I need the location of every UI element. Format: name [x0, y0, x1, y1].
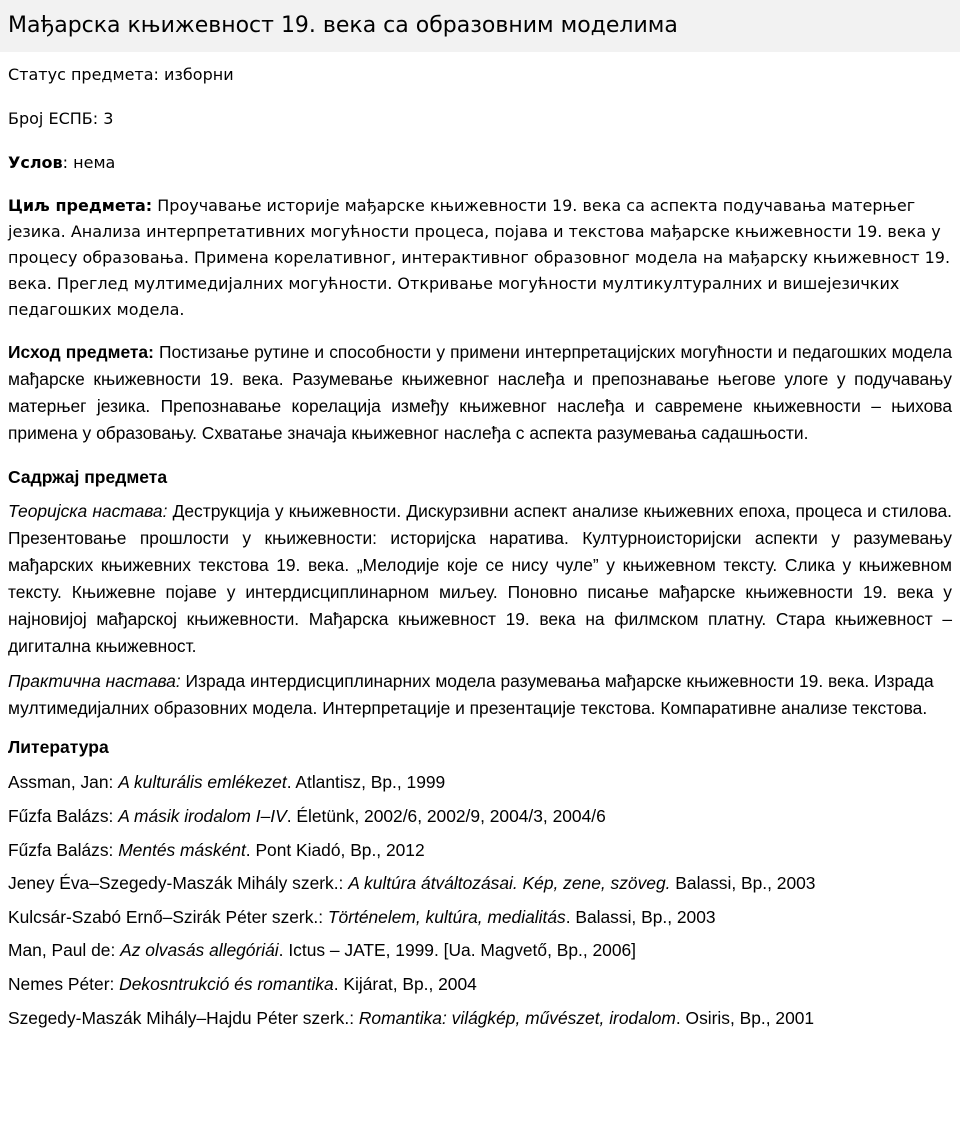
literature-publication: . Ictus – JATE, 1999. [Ua. Magvető, Bp., 2006]	[278, 940, 637, 961]
literature-list	[8, 766, 952, 1035]
course-status	[8, 62, 952, 88]
literature-publication: . Osiris, Bp., 2001	[675, 1007, 815, 1028]
literature-author: Jeney Éva–Szegedy-Maszák Mihály szerk.:	[8, 873, 349, 894]
prerequisite	[8, 150, 952, 176]
literature-publication: . Életünk, 2002/6, 2002/9, 2004/3, 2004/6	[286, 805, 606, 826]
course-goal-text: Проучавање историје мађарске књижевности 19. века са аспекта подучавања матерњег језика. Анализа интерпретативних могућности процеса, појава и текстова мађарске књижевности 19. века у процесу образовања. Примена корелативног, интерактивног образовног модела на мађарску књижевност 19. века. Преглед мултимедијалних могућности. Откривање могућности мултикултуралних и вишејезичких педагошких модела.	[8, 196, 951, 319]
literature-title: Dekosntrukció és romantika	[119, 973, 334, 994]
page-title-text: Мађарска књижевност 19. века са образовним моделима	[8, 13, 678, 38]
prerequisite-value: : нема	[62, 153, 116, 172]
literature-item	[8, 901, 952, 935]
literature-item	[8, 867, 952, 901]
document-body	[0, 62, 960, 1035]
practice-section	[8, 668, 952, 722]
literature-title: A kulturális emlékezet	[118, 772, 287, 793]
practice-text: Израда интердисциплинарних модела разумевања мађарске књижевности 19. века. Израда мултимедијалних образовних модела. Интерпретације и презентације текстова. Компаративне анализе текстова.	[8, 671, 934, 719]
literature-item	[8, 766, 952, 800]
course-outcome-label: Исход предмета:	[8, 342, 154, 362]
practice-label: Практична настава:	[8, 671, 181, 692]
literature-author: Man, Paul de:	[8, 940, 121, 961]
theory-text: Деструкција у књижевности. Дискурзивни аспект анализе књижевних епоха, процеса и стилова. Презентовање прошлости у књижевности: историјска наратива. Културноисторијски аспекти у разумевању мађарских књижевних текстова 19. века. „Мелодије које се нису чуле” у књижевном тексту. Слика у књижевном тексту. Књижевне појаве у интердисциплинарном миљеу. Поновно писање мађарске књижевности 19. века у најновијој мађарској књижевности. Мађарска књижевност 19. века на филмском платну. Стара књижевност – дигитална књижевност.	[8, 501, 952, 657]
page-title	[0, 0, 960, 52]
literature-publication: . Kijárat, Bp., 2004	[333, 973, 477, 994]
literature-title: Az olvasás allegóriái	[120, 940, 279, 961]
theory-section	[8, 498, 952, 660]
literature-item	[8, 934, 952, 968]
theory-label: Теоријска настава:	[8, 501, 168, 522]
literature-publication: . Pont Kiadó, Bp., 2012	[245, 839, 425, 860]
course-status-label: Статус предмета:	[8, 65, 159, 84]
literature-author: Kulcsár-Szabó Ernő–Szirák Péter szerk.:	[8, 906, 328, 927]
content-heading: Садржај предмета	[8, 467, 168, 488]
ects-credits	[8, 106, 952, 132]
literature-author: Szegedy-Maszák Mihály–Hajdu Péter szerk.:	[8, 1007, 359, 1028]
course-status-value: изборни	[158, 65, 234, 84]
literature-title: Történelem, kultúra, medialitás	[327, 906, 566, 927]
literature-item	[8, 800, 952, 834]
literature-author: Fűzfa Balázs:	[8, 805, 119, 826]
course-goal	[8, 193, 952, 323]
literature-title: Mentés másként	[118, 839, 246, 860]
course-goal-label: Циљ предмета:	[8, 196, 153, 215]
literature-item	[8, 968, 952, 1002]
literature-author: Fűzfa Balázs:	[8, 839, 119, 860]
prerequisite-label: Услов	[8, 153, 63, 172]
literature-publication: Balassi, Bp., 2003	[670, 873, 816, 894]
literature-title: Romantika: világkép, művészet, irodalom	[358, 1007, 676, 1028]
course-outcome-text: Постизање рутине и способности у примени интерпретацијских могућности и педагошких модела мађарске књижевности 19. века. Разумевање књижевног наслеђа и препознавање његове улоге у подучавању матерњег језика. Препознавање корелација између књижевног наслеђа и савремене књижевности – њихова примена у образовању. Схватање значаја књижевног наслеђа с аспекта разумевања садашњости.	[8, 342, 952, 443]
literature-item	[8, 1002, 952, 1036]
literature-heading: Литература	[8, 737, 109, 758]
literature-title: A kultúra átváltozásai. Kép, zene, szöveg.	[348, 873, 671, 894]
literature-item	[8, 834, 952, 868]
literature-title: A másik irodalom I–IV	[118, 805, 287, 826]
course-outcome	[8, 339, 952, 447]
ects-credits-value: 3	[98, 109, 114, 128]
literature-author: Nemes Péter:	[8, 973, 120, 994]
literature-author: Assman, Jan:	[8, 772, 119, 793]
literature-publication: . Atlantisz, Bp., 1999	[286, 772, 446, 793]
literature-publication: . Balassi, Bp., 2003	[565, 906, 716, 927]
ects-credits-label: Број ЕСПБ:	[8, 109, 99, 128]
